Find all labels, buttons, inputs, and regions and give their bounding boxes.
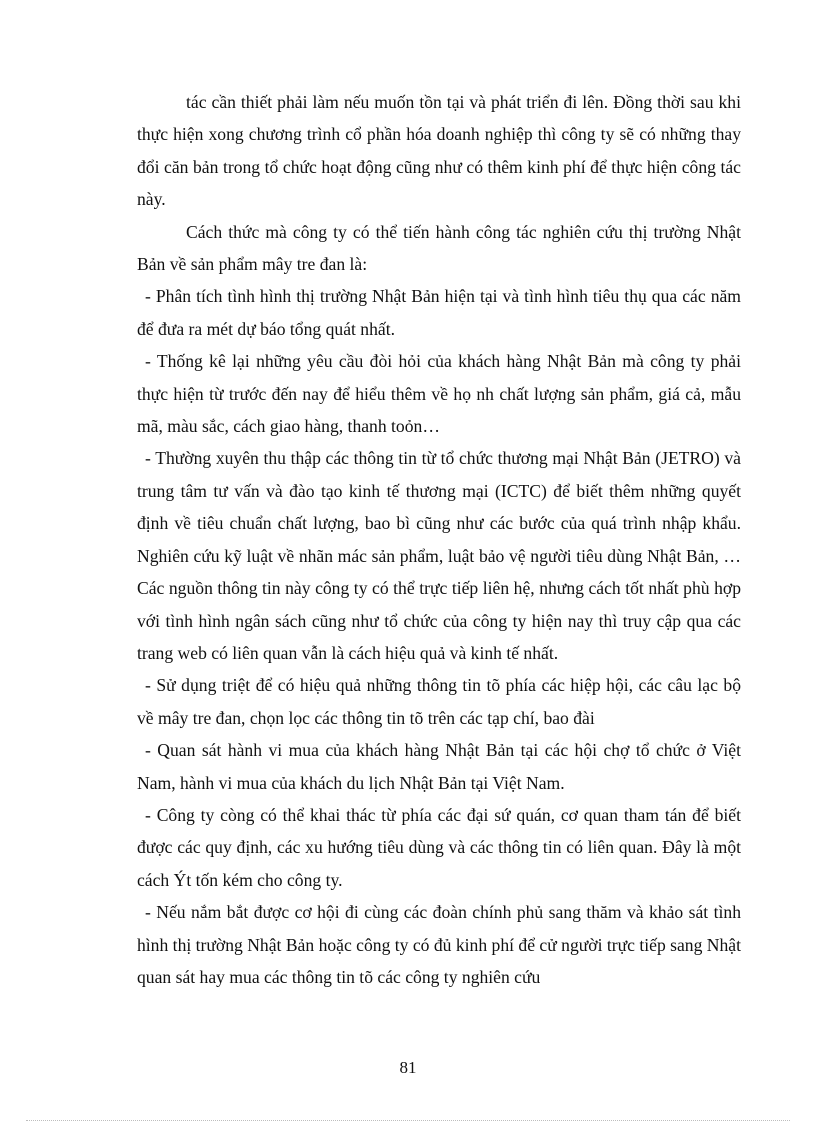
page-number: 81: [399, 1058, 417, 1077]
bullet-embassy: - Công ty còng có thể khai thác từ phía các đại sứ quán, cơ quan tham tán để biết được các quy định, các xu hướng tiêu dùng và các thông tin có liên quan. Đây là một cách Ýt tốn kém cho công ty.: [137, 804, 741, 890]
body-text: [137, 86, 741, 993]
bullet-information-sources: - Thường xuyên thu thập các thông tin từ tổ chức thương mại Nhật Bản (JETRO) và trung tâm tư vấn và đào tạo kinh tế thương mại (ICTC) để biết thêm những quyết định về tiêu chuẩn chất lượng, bao bì cũng như các bước của quá trình nhập khẩu. Nghiên cứu kỹ luật về nhãn mác sản phẩm, luật bảo vệ người tiêu dùng Nhật Bản, …Các nguồn thông tin này công ty có thể trực tiếp liên hệ, nhưng cách tốt nhất phù hợp với tình hình ngân sách cũng như tổ chức của công ty hiện nay thì truy cập qua các trang web có liên quan vẫn là cách hiệu quả và kinh tế nhất.: [137, 448, 741, 663]
paragraph-methods: Cách thức mà công ty có thể tiến hành công tác nghiên cứu thị trường Nhật Bản về sản phẩm mây tre đan là:: [137, 221, 741, 275]
bullet-fair-observation: - Quan sát hành vi mua của khách hàng Nhật Bản tại các hội chợ tổ chức ở Việt Nam, hành vi mua của khách du lịch Nhật Bản tại Việt Nam.: [137, 740, 741, 793]
bullet-market-analysis: - Phân tích tình hình thị trường Nhật Bản hiện tại và tình hình tiêu thụ qua các năm để đưa ra mét dự báo tổng quát nhất.: [137, 286, 741, 339]
paragraph-intro: tác cần thiết phải làm nếu muốn tồn tại và phát triển đi lên. Đồng thời sau khi thực hiện xong chương trình cổ phần hóa doanh nghiệp thì công ty sẽ có những thay đổi căn bản trong tổ chức hoạt động cũng như có thêm kinh phí để thực hiện công tác này.: [137, 92, 741, 210]
bullet-associations: - Sử dụng triệt để có hiệu quả những thông tin tõ phía các hiệp hội, các câu lạc bộ về mây tre đan, chọn lọc các thông tin tõ trên các tạp chí, bao đài: [137, 675, 741, 728]
bullet-customer-requirements: - Thống kê lại những yêu cầu đòi hỏi của khách hàng Nhật Bản mà công ty phải thực hiện từ trước đến nay để hiểu thêm về họ nh chất lượng sản phẩm, giá cả, mẫu mã, màu sắc, cách giao hàng, thanh toỏn…: [137, 351, 741, 437]
footer-divider: [26, 1120, 790, 1121]
bullet-field-survey: - Nếu nắm bắt được cơ hội đi cùng các đoàn chính phủ sang thăm và khảo sát tình hình thị trường Nhật Bản hoặc công ty có đủ kinh phí để cử người trực tiếp sang Nhật quan sát hay mua các thông tin tõ các công ty nghiên cứu: [137, 902, 741, 987]
